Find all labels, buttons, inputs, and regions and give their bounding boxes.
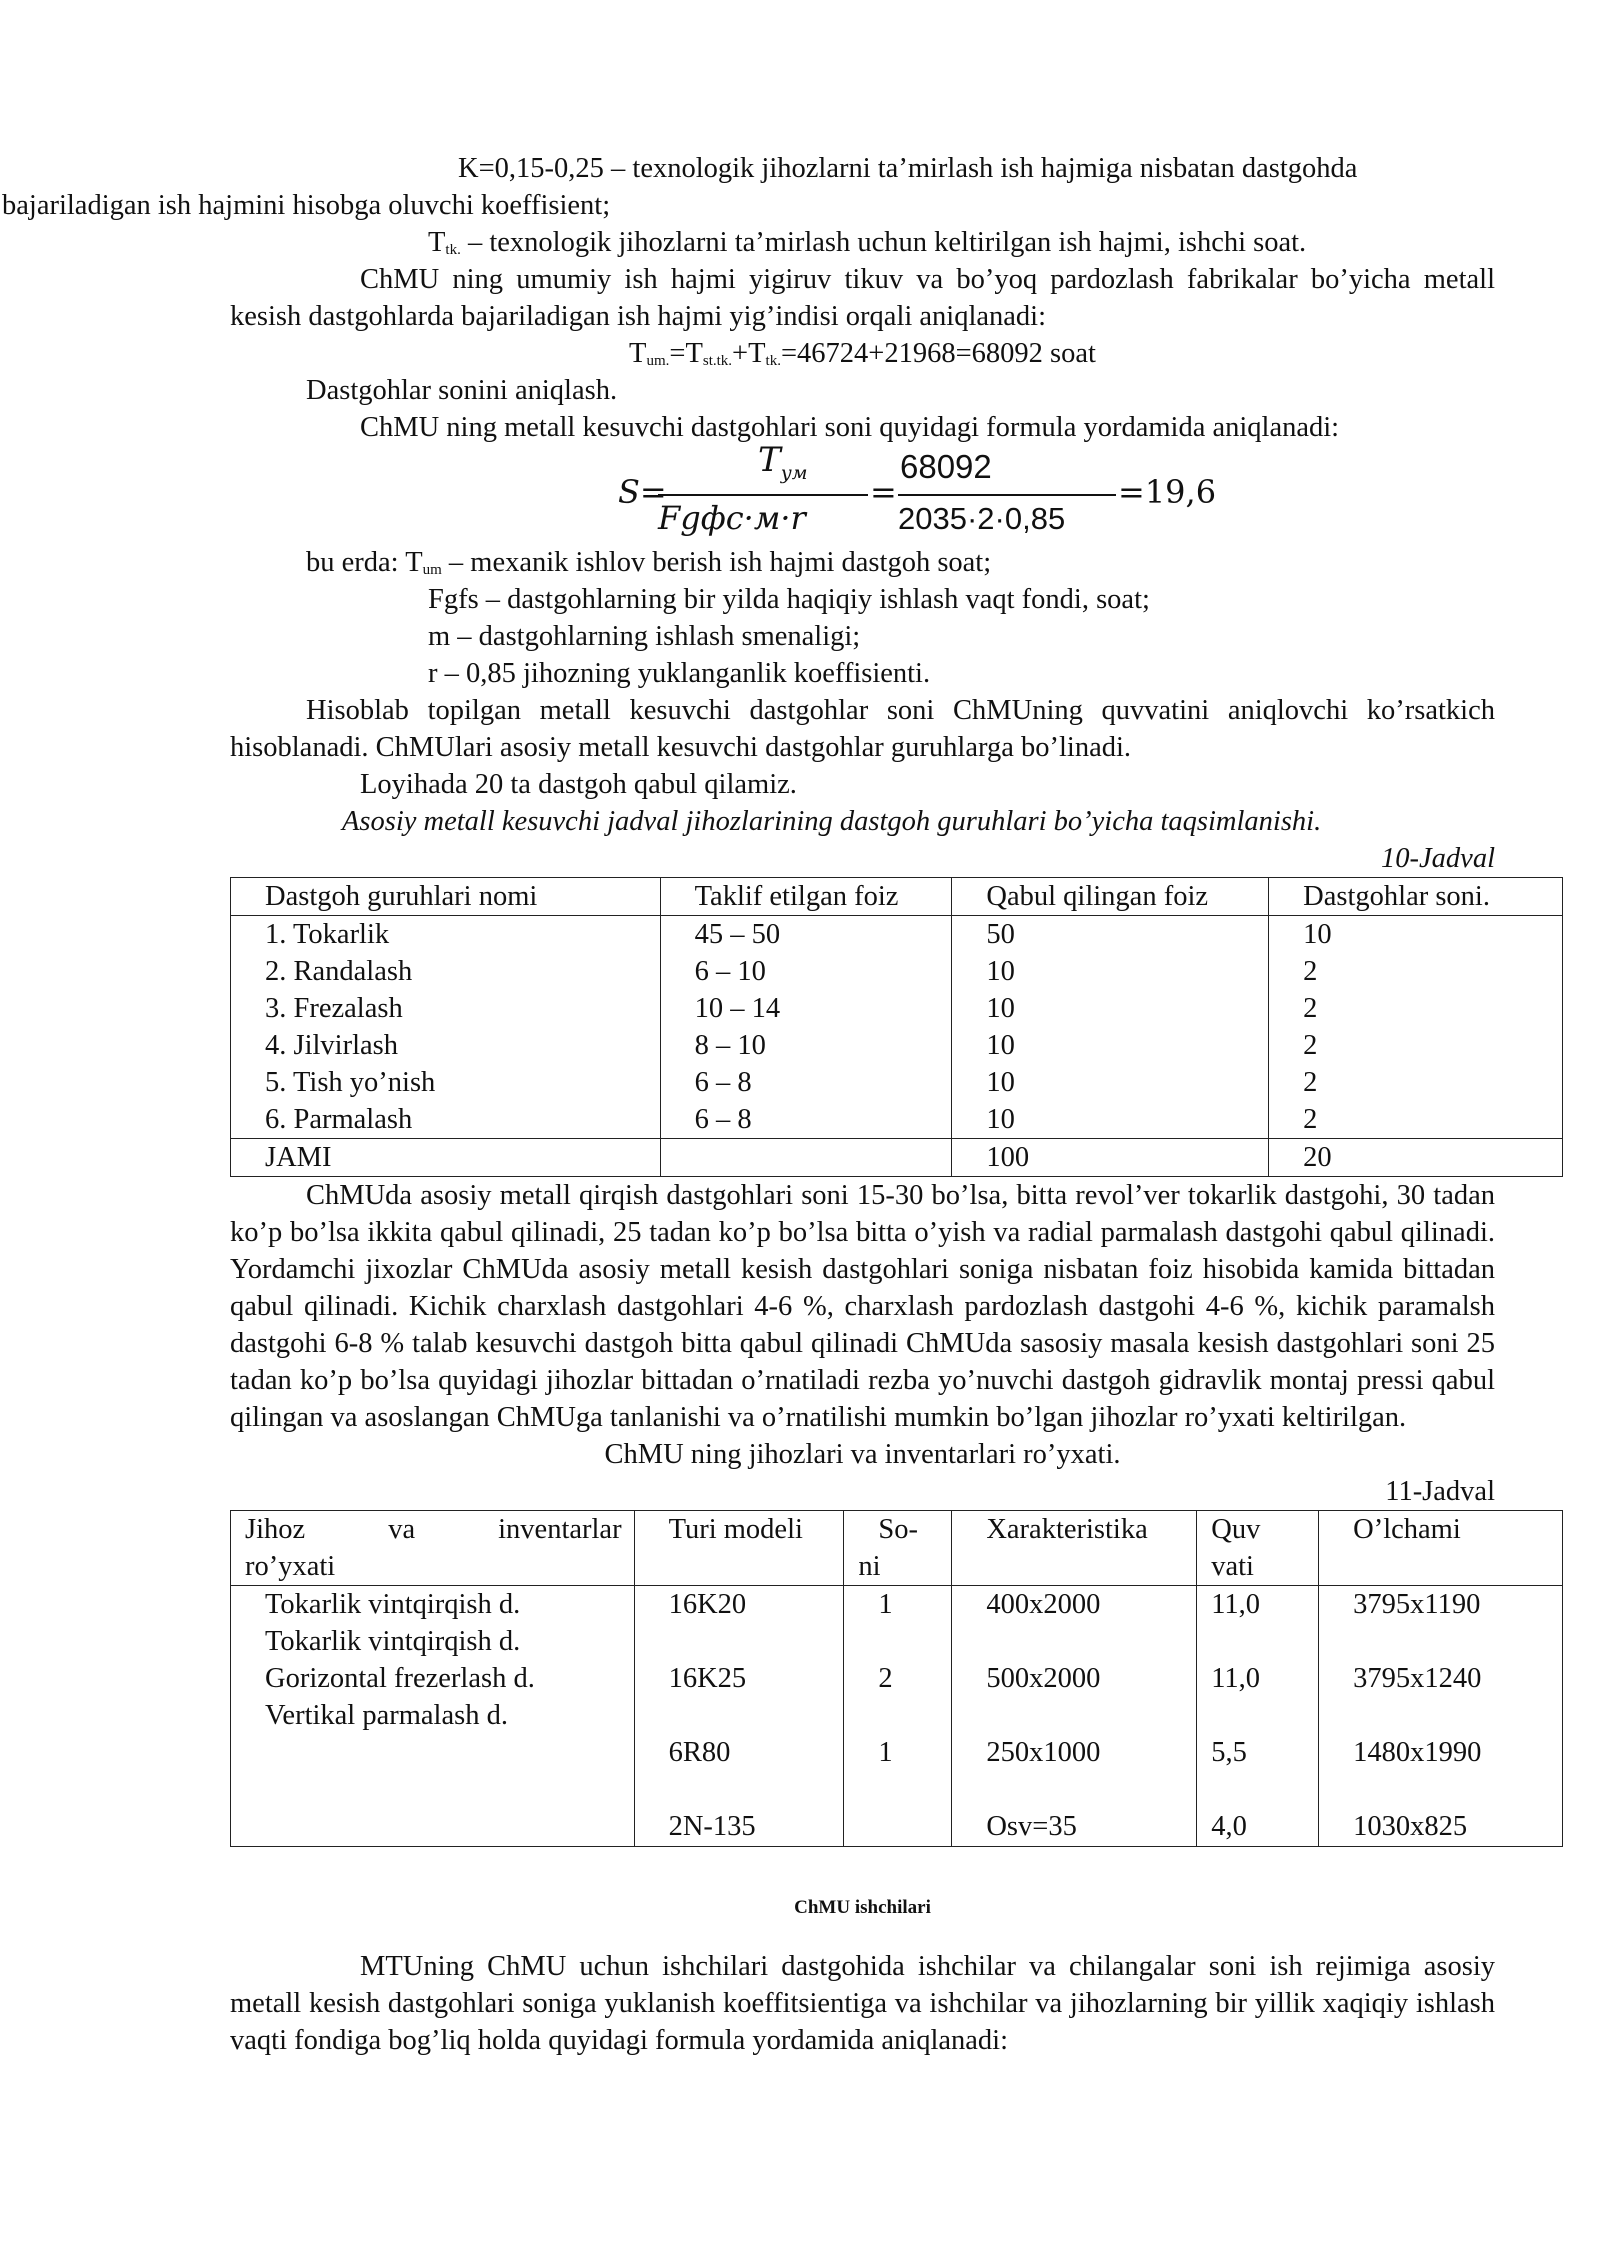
header-power bbox=[1197, 1511, 1319, 1586]
where-text: – mexanik ishlov berish ish hajmi dastgoh soat; bbox=[441, 547, 992, 578]
row-number: 3. bbox=[265, 993, 287, 1024]
characteristics-cell bbox=[952, 1586, 1197, 1847]
spacer bbox=[1353, 1697, 1562, 1734]
cell-value: 10 bbox=[986, 956, 1015, 987]
spacer bbox=[986, 1697, 1196, 1734]
subscript-tk: tk. bbox=[445, 242, 461, 258]
header-model: Turi modeli bbox=[634, 1511, 844, 1586]
definition-r: r – 0,85 jihozning yuklanganlik koeffisienti. bbox=[428, 658, 931, 689]
group-names-cell bbox=[231, 916, 661, 1139]
group-name: Frezalash bbox=[293, 993, 403, 1024]
spacer bbox=[669, 1697, 844, 1734]
cell-value: 10 bbox=[986, 993, 1015, 1024]
paragraph-where bbox=[230, 544, 1495, 581]
formula-numerator bbox=[758, 442, 807, 492]
table-row bbox=[265, 1101, 660, 1138]
spec-value: 500x2000 bbox=[986, 1663, 1101, 1694]
spacer bbox=[669, 1771, 844, 1808]
table11-label: 11-Jadval bbox=[1385, 1476, 1495, 1507]
eq-sub: tk. bbox=[765, 353, 781, 369]
table11-title: ChMU ning jihozlari va inventarlari ro’yxati. bbox=[604, 1439, 1121, 1470]
row-number: 2. bbox=[265, 956, 287, 987]
eq-part: T bbox=[629, 338, 647, 369]
fraction-bar bbox=[898, 494, 1116, 496]
header-quantity bbox=[844, 1511, 952, 1586]
where-sub: um bbox=[422, 562, 442, 578]
header-dimensions: O’lchami bbox=[1319, 1511, 1563, 1586]
formula-s bbox=[230, 440, 1495, 540]
power-value: 4,0 bbox=[1211, 1811, 1247, 1842]
table-header-cell: Qabul qilingan foiz bbox=[952, 878, 1269, 916]
eq-part: +T bbox=[732, 338, 766, 369]
eq-part: =T bbox=[669, 338, 703, 369]
formula-lhs: S= bbox=[618, 473, 667, 511]
table10-title: Asosiy metall kesuvchi jadval jihozlarining dastgoh guruhlari bo’yicha taqsimlanishi. bbox=[342, 806, 1322, 837]
total-offered bbox=[660, 1139, 952, 1177]
cell-value: 10 – 14 bbox=[694, 993, 781, 1024]
model-value: 2N-135 bbox=[668, 1811, 756, 1842]
power-value: 11,0 bbox=[1211, 1663, 1261, 1694]
size-value: 1030x825 bbox=[1353, 1811, 1468, 1842]
model-value: 16K20 bbox=[668, 1589, 747, 1620]
power-cell bbox=[1197, 1586, 1319, 1847]
text-k-line2: bajariladigan ish hajmini hisobga oluvchi koeffisient; bbox=[2, 190, 611, 221]
cell-value: 6 – 8 bbox=[694, 1104, 752, 1135]
formula-t: T bbox=[758, 440, 781, 480]
qty-value: 2 bbox=[878, 1663, 893, 1694]
formula-denominator: Fgфс·м·r bbox=[658, 499, 806, 537]
header-text: ro’yxati bbox=[245, 1551, 336, 1582]
row-number: 1. bbox=[265, 919, 287, 950]
cell-value: 10 bbox=[986, 1067, 1015, 1098]
header-equipment-name bbox=[231, 1511, 635, 1586]
spacer bbox=[1353, 1623, 1562, 1660]
paragraph-ttk bbox=[230, 224, 1495, 261]
header-text: Jihoz va inventarlar bbox=[245, 1514, 622, 1545]
cell-value: 10 bbox=[986, 1104, 1015, 1135]
table-header-row bbox=[231, 1511, 1563, 1586]
group-name: Tokarlik bbox=[293, 919, 390, 950]
spacer bbox=[878, 1697, 951, 1734]
formula-t-sub: ум bbox=[780, 461, 808, 484]
size-value: 1480x1990 bbox=[1353, 1737, 1482, 1768]
group-name: Parmalash bbox=[293, 1104, 413, 1135]
dimensions-cell bbox=[1319, 1586, 1563, 1847]
spacer bbox=[1211, 1771, 1318, 1808]
table-equipment-list bbox=[230, 1510, 1563, 1847]
header-text: vati bbox=[1211, 1551, 1254, 1582]
fraction-bar bbox=[658, 494, 868, 496]
cell-value: 50 bbox=[986, 919, 1015, 950]
spacer bbox=[1211, 1623, 1318, 1660]
paragraph-workers: MTUning ChMU uchun ishchilari dastgohida ishchilar va chilangalar soni ish rejimiga asosiy metall kesish dastgohlari soniga yuklanish koeffitsientiga va ishchilar va jihozlarning bir yillik xaqiqiy ishlash vaqti fondiga bog’liq holda quyidagi formula yordamida aniqlanadi: bbox=[230, 1951, 1495, 2056]
header-characteristics: Xarakteristika bbox=[952, 1511, 1197, 1586]
machine-count-cell bbox=[1269, 916, 1563, 1139]
paragraph-total-work: ChMU ning umumiy ish hajmi yigiruv tikuv va bo’yoq pardozlash fabrikalar bo’yicha metall kesish dastgohlarda bajariladigan ish hajmi yig’indisi orqali aniqlanadi: bbox=[230, 264, 1495, 332]
document-page bbox=[2, 150, 1495, 2059]
where-text: bu erda: T bbox=[306, 547, 423, 578]
cell-value: 45 – 50 bbox=[694, 919, 781, 950]
table-row bbox=[265, 990, 660, 1027]
eq-part: =46724+21968=68092 soat bbox=[780, 338, 1096, 369]
total-accepted: 100 bbox=[952, 1139, 1269, 1177]
paragraph-k-coefficient bbox=[2, 150, 1495, 224]
definition-fgfs: Fgfs – dastgohlarning bir yilda haqiqiy ishlash vaqt fondi, soat; bbox=[428, 584, 1150, 615]
power-value: 11,0 bbox=[1211, 1589, 1261, 1620]
cell-value: 2 bbox=[1303, 1104, 1318, 1135]
paragraph-auxiliary-equipment: ChMUda asosiy metall qirqish dastgohlari soni 15-30 bo’lsa, bitta revol’ver tokarlik dastgohi, 30 tadan ko’p bo’lsa ikkita qabul qilinadi, 25 tadan ko’p bo’lsa bitta o’yish va radial parmalash dastgohi qabul qilinadi. Yordamchi jixozlar ChMUda asosiy metall kesish dastgohlari soniga nisbatan foiz hisobida kamida bittadan qabul qilinadi. Kichik charxlash dastgohlari 4-6 %, charxlash pardozlash dastgohi 4-6 %, kichik paramalsh dastgohi 6-8 % talab kesuvchi dastgoh bitta qabul qilinadi ChMUda sasosiy masala kesish dastgohlari soni 25 tadan ko’p bo’lsa quyidagi jihozlar bittadan o’rnatiladi rezba yo’nuvchi dastgoh gidravlik montaj pressi qabul qilingan va asoslangan ChMUga tanlanishi va o’rnatilishi mumkin bo’lgan jihozlar ro’yxati keltirilgan. bbox=[230, 1180, 1495, 1433]
accepted-percent-cell bbox=[952, 916, 1269, 1139]
row-number: 4. bbox=[265, 1030, 287, 1061]
paragraph-calculated-count: Hisoblab topilgan metall kesuvchi dastgohlar soni ChMUning quvvatini aniqlovchi ko’rsatkich hisoblanadi. ChMUlari asosiy metall kesuvchi dastgohlar guruhlarga bo’linadi. bbox=[230, 695, 1495, 763]
paragraph-machine-count-heading: Dastgohlar sonini aniqlash. bbox=[306, 375, 618, 406]
paragraph-accept-20: Loyihada 20 ta dastgoh qabul qilamiz. bbox=[360, 769, 797, 800]
eq-sub: st.tk. bbox=[702, 353, 733, 369]
table-header-cell: Taklif etilgan foiz bbox=[660, 878, 952, 916]
group-name: Randalash bbox=[293, 956, 413, 987]
paragraph-formula-intro: ChMU ning metall kesuvchi dastgohlari soni quyidagi formula yordamida aniqlanadi: bbox=[360, 412, 1340, 443]
quantity-cell bbox=[844, 1586, 952, 1847]
models-cell bbox=[634, 1586, 844, 1847]
symbol-t: T bbox=[428, 227, 446, 258]
model-value: 6R80 bbox=[668, 1737, 731, 1768]
table-header-row bbox=[231, 878, 1563, 916]
formula-numeric-numerator: 68092 bbox=[900, 448, 992, 485]
equipment-name: Gorizontal frezerlash d. bbox=[265, 1663, 535, 1694]
equipment-name: Tokarlik vintqirqish d. bbox=[265, 1589, 521, 1620]
table-row bbox=[265, 953, 660, 990]
table-total-row bbox=[231, 1139, 1563, 1177]
size-value: 3795x1190 bbox=[1353, 1589, 1481, 1620]
formula-numeric-denominator: 2035·2·0,85 bbox=[898, 501, 1066, 536]
spec-value: 400x2000 bbox=[986, 1589, 1101, 1620]
qty-value: 1 bbox=[878, 1737, 893, 1768]
header-text: Quv bbox=[1211, 1514, 1261, 1545]
qty-value: 1 bbox=[878, 1589, 893, 1620]
spacer bbox=[669, 1623, 844, 1660]
spacer bbox=[1353, 1771, 1562, 1808]
offered-percent-cell bbox=[660, 916, 952, 1139]
cell-value: 6 – 8 bbox=[694, 1067, 752, 1098]
equipment-name: Vertikal parmalash d. bbox=[265, 1700, 508, 1731]
spacer bbox=[878, 1623, 951, 1660]
total-label: JAMI bbox=[231, 1139, 661, 1177]
total-count: 20 bbox=[1269, 1139, 1563, 1177]
row-number: 5. bbox=[265, 1067, 287, 1098]
table-machine-groups bbox=[230, 877, 1563, 1177]
section-caption: ChMU ishchilari bbox=[794, 1897, 931, 1918]
table-body bbox=[231, 1586, 1563, 1847]
group-name: Tish yo’nish bbox=[293, 1067, 436, 1098]
spacer bbox=[1211, 1697, 1318, 1734]
spacer bbox=[986, 1623, 1196, 1660]
text-ttk: – texnologik jihozlarni ta’mirlash uchun keltirilgan ish hajmi, ishchi soat. bbox=[460, 227, 1307, 258]
cell-value: 8 – 10 bbox=[694, 1030, 766, 1061]
table10-label: 10-Jadval bbox=[1381, 843, 1495, 874]
table-body bbox=[231, 916, 1563, 1139]
equipment-names-cell bbox=[231, 1586, 635, 1847]
group-name: Jilvirlash bbox=[293, 1030, 398, 1061]
cell-value: 2 bbox=[1303, 993, 1318, 1024]
power-value: 5,5 bbox=[1211, 1737, 1247, 1768]
table-row bbox=[265, 1064, 660, 1101]
row-number: 6. bbox=[265, 1104, 287, 1135]
spec-value: 250x1000 bbox=[986, 1737, 1101, 1768]
model-value: 16K25 bbox=[668, 1663, 747, 1694]
header-text: ni bbox=[858, 1551, 881, 1582]
spacer bbox=[986, 1771, 1196, 1808]
formula-equals: = bbox=[870, 473, 897, 511]
size-value: 3795x1240 bbox=[1353, 1663, 1482, 1694]
table-header-cell: Dastgoh guruhlari nomi bbox=[231, 878, 661, 916]
cell-value: 2 bbox=[1303, 1030, 1318, 1061]
cell-value: 2 bbox=[1303, 956, 1318, 987]
cell-value: 2 bbox=[1303, 1067, 1318, 1098]
table-row bbox=[265, 916, 660, 953]
header-text: So- bbox=[878, 1514, 918, 1545]
eq-sub: um. bbox=[646, 353, 670, 369]
cell-value: 10 bbox=[986, 1030, 1015, 1061]
text-k-line1: K=0,15-0,25 – texnologik jihozlarni ta’mirlash ish hajmiga nisbatan dastgohda bbox=[458, 153, 1358, 184]
cell-value: 6 – 10 bbox=[694, 956, 766, 987]
cell-value: 10 bbox=[1303, 919, 1332, 950]
equipment-name: Tokarlik vintqirqish d. bbox=[265, 1626, 521, 1657]
definition-m: m – dastgohlarning ishlash smenaligi; bbox=[428, 621, 861, 652]
table-row bbox=[265, 1027, 660, 1064]
table-header-cell: Dastgohlar soni. bbox=[1269, 878, 1563, 916]
equation-tum bbox=[230, 335, 1495, 372]
spec-value: Osv=35 bbox=[986, 1811, 1077, 1842]
formula-result: =19,6 bbox=[1118, 473, 1217, 511]
